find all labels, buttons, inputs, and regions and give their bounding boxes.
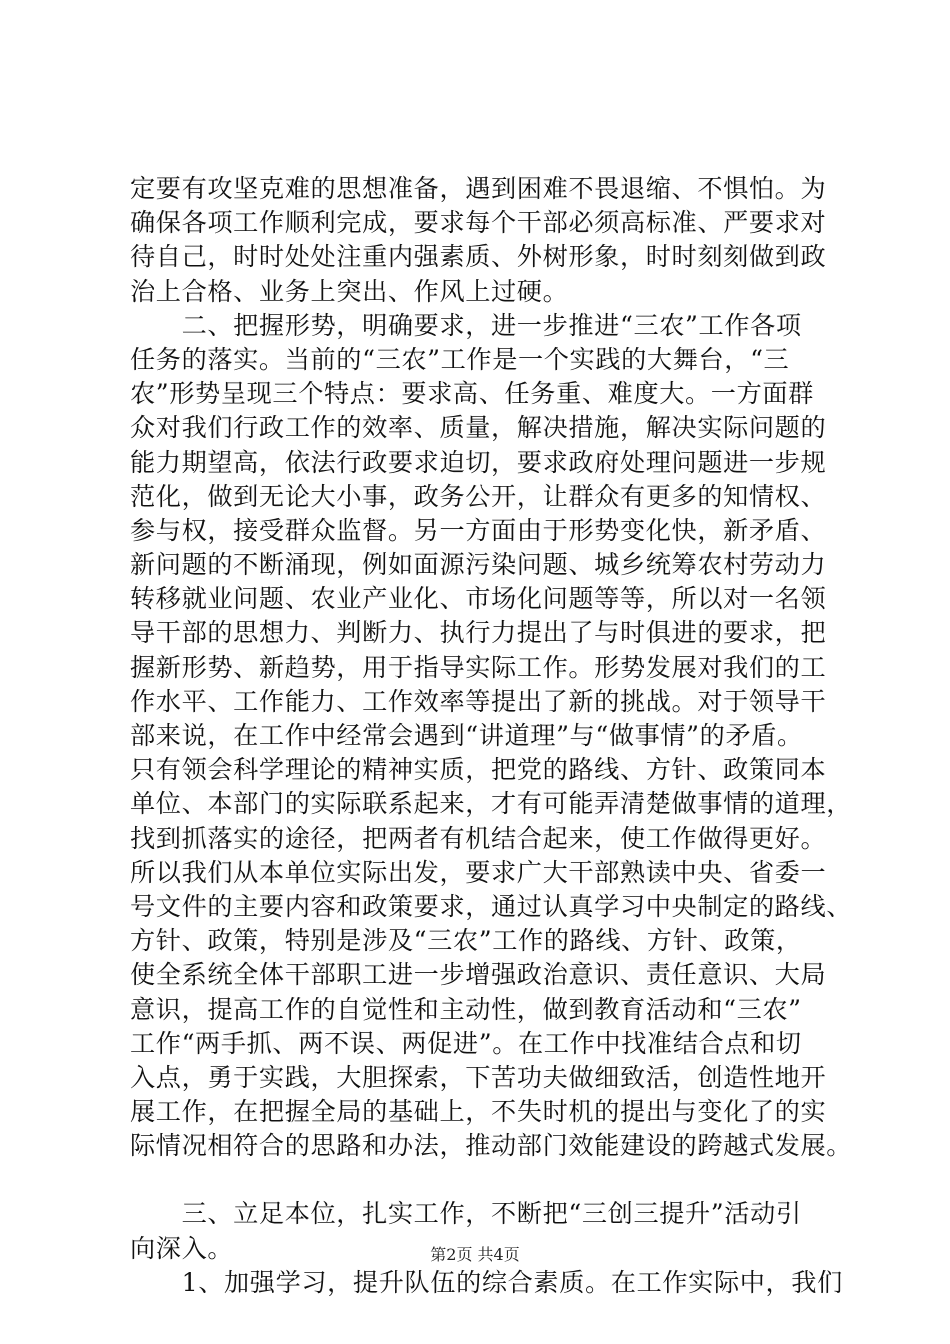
- text-line: 际情况相符合的思路和办法，推动部门效能建设的跨越式发展。: [130, 1131, 853, 1161]
- text-line: 使全系统全体干部职工进一步增强政治意识、责任意识、大局: [130, 960, 827, 990]
- paragraph-gap: [130, 1163, 830, 1197]
- text-line: 导干部的思想力、判断力、执行力提出了与时俱进的要求，把: [130, 618, 827, 648]
- text-line: 号文件的主要内容和政策要求，通过认真学习中央制定的路线、: [130, 891, 853, 921]
- text-line: 展工作，在把握全局的基础上，不失时机的提出与变化了的实: [130, 1097, 827, 1127]
- text-line: 单位、本部门的实际联系起来，才有可能弄清楚做事情的道理，: [130, 789, 853, 819]
- text-line: 参与权，接受群众监督。另一方面由于形势变化快，新矛盾、: [130, 515, 827, 545]
- text-line: 二、把握形势，明确要求，进一步推进“三农”工作各项: [130, 310, 802, 340]
- text-line: 三、立足本位，扎实工作，不断把“三创三提升”活动引: [130, 1199, 802, 1229]
- text-line: 意识，提高工作的自觉性和主动性，做到教育活动和“三农”: [130, 994, 802, 1024]
- text-line: 转移就业问题、农业产业化、市场化问题等等，所以对一名领: [130, 584, 827, 614]
- text-line: 1、加强学习，提升队伍的综合素质。在工作实际中，我们: [130, 1267, 843, 1297]
- text-line: 农”形势呈现三个特点：要求高、任务重、难度大。一方面群: [130, 379, 814, 409]
- document-body: [130, 172, 853, 1300]
- page-number-label: 第2页 共4页: [430, 1245, 520, 1264]
- text-line: 任务的落实。当前的“三农”工作是一个实践的大舞台，“三: [130, 344, 790, 374]
- text-line: 部来说，在工作中经常会遇到“讲道理”与“做事情”的矛盾。: [130, 721, 803, 750]
- text-line: 范化，做到无论大小事，政务公开，让群众有更多的知情权、: [130, 481, 827, 511]
- text-line: 只有领会科学理论的精神实质，把党的路线、方针、政策同本: [130, 755, 827, 785]
- text-line: 工作“两手抓、两不误、两促进”。在工作中找准结合点和切: [130, 1028, 802, 1058]
- text-line: 众对我们行政工作的效率、质量，解决措施，解决实际问题的: [130, 413, 827, 443]
- page-footer: [0, 1242, 950, 1265]
- text-line: 方针、政策，特别是涉及“三农”工作的路线、方针、政策，: [130, 926, 802, 956]
- text-line: 作水平、工作能力、工作效率等提出了新的挑战。对于领导干: [130, 686, 827, 716]
- text-line: 入点，勇于实践，大胆探索，下苦功夫做细致活，创造性地开: [130, 1062, 827, 1092]
- text-line: 治上合格、业务上突出、作风上过硬。: [130, 276, 569, 306]
- text-line: 待自己，时时处处注重内强素质、外树形象，时时刻刻做到政: [130, 242, 827, 272]
- text-line: 向深入。: [130, 1233, 234, 1263]
- text-line: 所以我们从本单位实际出发，要求广大干部熟读中央、省委一: [130, 857, 827, 887]
- text-line: 新问题的不断涌现，例如面源污染问题、城乡统筹农村劳动力: [130, 550, 827, 580]
- text-line: 确保各项工作顺利完成，要求每个干部必须高标准、严要求对: [130, 208, 827, 238]
- text-line: 找到抓落实的途径，把两者有机结合起来，使工作做得更好。: [130, 823, 827, 853]
- text-line: 定要有攻坚克难的思想准备，遇到困难不畏退缩、不惧怕。为: [130, 174, 827, 203]
- text-line: 能力期望高，依法行政要求迫切，要求政府处理问题进一步规: [130, 447, 827, 477]
- text-line: 握新形势、新趋势，用于指导实际工作。形势发展对我们的工: [130, 652, 827, 682]
